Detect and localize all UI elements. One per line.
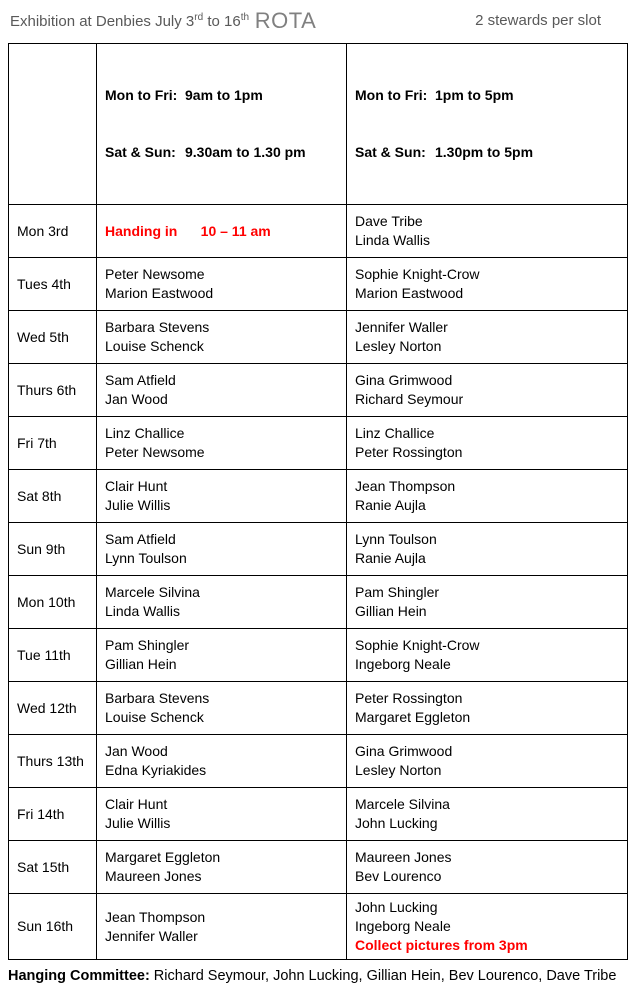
steward-line: Marion Eastwood xyxy=(105,285,214,301)
steward-line: Lynn Toulson xyxy=(355,531,437,547)
steward-line: Marion Eastwood xyxy=(355,285,464,301)
table-row xyxy=(9,841,628,894)
afternoon-cell xyxy=(347,523,628,576)
steward-line: Jennifer Waller xyxy=(355,319,448,335)
steward-line: Marcele Silvina xyxy=(355,796,450,812)
steward-line: Peter Rossington xyxy=(355,444,463,460)
morning-cell xyxy=(97,523,347,576)
shift-times-line xyxy=(105,143,338,162)
steward-line: Julie Willis xyxy=(105,815,171,831)
hanging-committee-names: Richard Seymour, John Lucking, Gillian Hein, Bev Lourenco, Dave Tribe xyxy=(149,968,617,984)
steward-line: Sam Atfield xyxy=(105,531,176,547)
steward-line: Barbara Stevens xyxy=(105,690,210,706)
afternoon-shift-header-cell xyxy=(347,44,628,205)
ordinal-superscript: rd xyxy=(194,12,204,23)
steward-line: Jean Thompson xyxy=(105,908,206,925)
steward-line: Lesley Norton xyxy=(355,338,442,354)
date-cell: Fri 14th xyxy=(9,788,97,841)
afternoon-cell xyxy=(347,841,628,894)
steward-line: Pam Shingler xyxy=(105,637,190,653)
table-row xyxy=(9,682,628,735)
afternoon-cell xyxy=(347,629,628,682)
date-cell: Wed 12th xyxy=(9,682,97,735)
steward-line: Sam Atfield xyxy=(105,372,176,388)
table-row xyxy=(9,311,628,364)
morning-cell xyxy=(97,629,347,682)
table-row xyxy=(9,576,628,629)
steward-line: Edna Kyriakides xyxy=(105,762,207,778)
weekend-label: Sat & Sun: xyxy=(105,144,176,160)
stewards-per-slot-note: 2 stewards per slot xyxy=(475,12,602,29)
steward-line: Sophie Knight-Crow xyxy=(355,266,480,282)
table-row xyxy=(9,894,628,960)
table-row xyxy=(9,364,628,417)
afternoon-cell xyxy=(347,682,628,735)
date-cell: Tue 11th xyxy=(9,629,97,682)
hanging-committee-note xyxy=(8,968,631,984)
document-title-text: to 16 xyxy=(203,13,241,30)
afternoon-cell xyxy=(347,788,628,841)
steward-line: Gina Grimwood xyxy=(355,372,453,388)
weekday-label: Mon to Fri: xyxy=(105,87,178,103)
date-cell: Wed 5th xyxy=(9,311,97,364)
steward-line: Louise Schenck xyxy=(105,338,204,354)
steward-line: Clair Hunt xyxy=(105,796,168,812)
steward-line: Maureen Jones xyxy=(105,868,202,884)
afternoon-cell xyxy=(347,258,628,311)
weekday-time: 9am to 1pm xyxy=(185,87,263,103)
date-cell: Sun 9th xyxy=(9,523,97,576)
steward-line: Peter Newsome xyxy=(105,444,205,460)
morning-cell xyxy=(97,364,347,417)
table-row xyxy=(9,470,628,523)
morning-cell xyxy=(97,417,347,470)
rota-table xyxy=(8,43,628,960)
shift-times-line xyxy=(105,86,338,105)
ordinal-superscript: th xyxy=(240,12,250,23)
morning-cell xyxy=(97,682,347,735)
hanging-committee-label: Hanging Committee: xyxy=(8,968,150,984)
steward-line: Clair Hunt xyxy=(105,478,168,494)
morning-cell xyxy=(97,894,347,960)
weekend-time: 9.30am to 1.30 pm xyxy=(185,144,306,160)
afternoon-cell xyxy=(347,417,628,470)
steward-line: Bev Lourenco xyxy=(355,868,442,884)
date-cell: Sun 16th xyxy=(9,894,97,960)
steward-line: Ingeborg Neale xyxy=(355,918,451,934)
steward-line: Jan Wood xyxy=(105,391,168,407)
date-cell: Sat 8th xyxy=(9,470,97,523)
table-row xyxy=(9,205,628,258)
weekend-time: 1.30pm to 5pm xyxy=(435,144,534,160)
steward-line: Jean Thompson xyxy=(355,478,456,494)
date-cell: Tues 4th xyxy=(9,258,97,311)
steward-line: Lynn Toulson xyxy=(105,550,187,566)
date-cell: Mon 3rd xyxy=(9,205,97,258)
afternoon-cell xyxy=(347,470,628,523)
steward-line: Gina Grimwood xyxy=(355,743,453,759)
steward-line: Sophie Knight-Crow xyxy=(355,637,480,653)
table-row xyxy=(9,258,628,311)
weekday-label: Mon to Fri: xyxy=(355,87,428,103)
steward-line: Lesley Norton xyxy=(355,762,442,778)
steward-line: Linz Challice xyxy=(105,425,185,441)
steward-line: Julie Willis xyxy=(105,497,171,513)
steward-line: Ingeborg Neale xyxy=(355,656,451,672)
afternoon-cell xyxy=(347,311,628,364)
document-title xyxy=(10,8,255,30)
steward-line: Handing in 10 – 11 am xyxy=(105,222,271,239)
document-title-text: Exhibition at Denbies July 3 xyxy=(10,13,195,30)
steward-line: Margaret Eggleton xyxy=(105,849,221,865)
steward-line: Pam Shingler xyxy=(355,584,440,600)
steward-line: Gillian Hein xyxy=(105,656,177,672)
steward-line: Barbara Stevens xyxy=(105,319,210,335)
steward-line: Ranie Aujla xyxy=(355,497,426,513)
rota-table-body xyxy=(9,44,628,960)
morning-shift-header-cell xyxy=(97,44,347,205)
date-cell: Mon 10th xyxy=(9,576,97,629)
table-row xyxy=(9,629,628,682)
steward-line: Jan Wood xyxy=(105,743,168,759)
shift-times-line xyxy=(355,143,619,162)
morning-cell xyxy=(97,576,347,629)
table-header-row xyxy=(9,44,628,205)
steward-line: John Lucking xyxy=(355,815,438,831)
page-header xyxy=(0,0,631,43)
steward-line: Dave Tribe xyxy=(355,213,423,229)
table-row xyxy=(9,417,628,470)
date-cell: Sat 15th xyxy=(9,841,97,894)
steward-line: Linz Challice xyxy=(355,425,435,441)
table-row xyxy=(9,788,628,841)
morning-cell xyxy=(97,205,347,258)
date-cell: Thurs 6th xyxy=(9,364,97,417)
steward-line: Peter Rossington xyxy=(355,690,463,706)
shift-times-line xyxy=(355,86,619,105)
morning-cell xyxy=(97,311,347,364)
table-row xyxy=(9,523,628,576)
morning-cell xyxy=(97,735,347,788)
steward-line: John Lucking xyxy=(355,899,438,915)
weekend-label: Sat & Sun: xyxy=(355,144,426,160)
steward-line: Linda Wallis xyxy=(355,232,430,248)
steward-line: Marcele Silvina xyxy=(105,584,200,600)
steward-line: Margaret Eggleton xyxy=(355,709,471,725)
table-row xyxy=(9,735,628,788)
afternoon-cell xyxy=(347,735,628,788)
steward-line: Jennifer Waller xyxy=(105,927,198,944)
steward-line: Richard Seymour xyxy=(355,391,464,407)
steward-line: Gillian Hein xyxy=(355,603,427,619)
morning-cell xyxy=(97,841,347,894)
afternoon-cell xyxy=(347,364,628,417)
rota-heading: ROTA xyxy=(254,8,317,33)
steward-line: Collect pictures from 3pm xyxy=(355,937,528,953)
morning-cell xyxy=(97,788,347,841)
steward-line: Louise Schenck xyxy=(105,709,204,725)
steward-line: Maureen Jones xyxy=(355,849,452,865)
afternoon-cell xyxy=(347,205,628,258)
morning-cell xyxy=(97,258,347,311)
steward-line: Linda Wallis xyxy=(105,603,180,619)
date-cell: Thurs 13th xyxy=(9,735,97,788)
steward-line: Peter Newsome xyxy=(105,266,205,282)
date-header-cell xyxy=(9,44,97,205)
afternoon-cell xyxy=(347,576,628,629)
date-cell: Fri 7th xyxy=(9,417,97,470)
weekday-time: 1pm to 5pm xyxy=(435,87,514,103)
steward-line: Ranie Aujla xyxy=(355,550,426,566)
afternoon-cell xyxy=(347,894,628,960)
morning-cell xyxy=(97,470,347,523)
